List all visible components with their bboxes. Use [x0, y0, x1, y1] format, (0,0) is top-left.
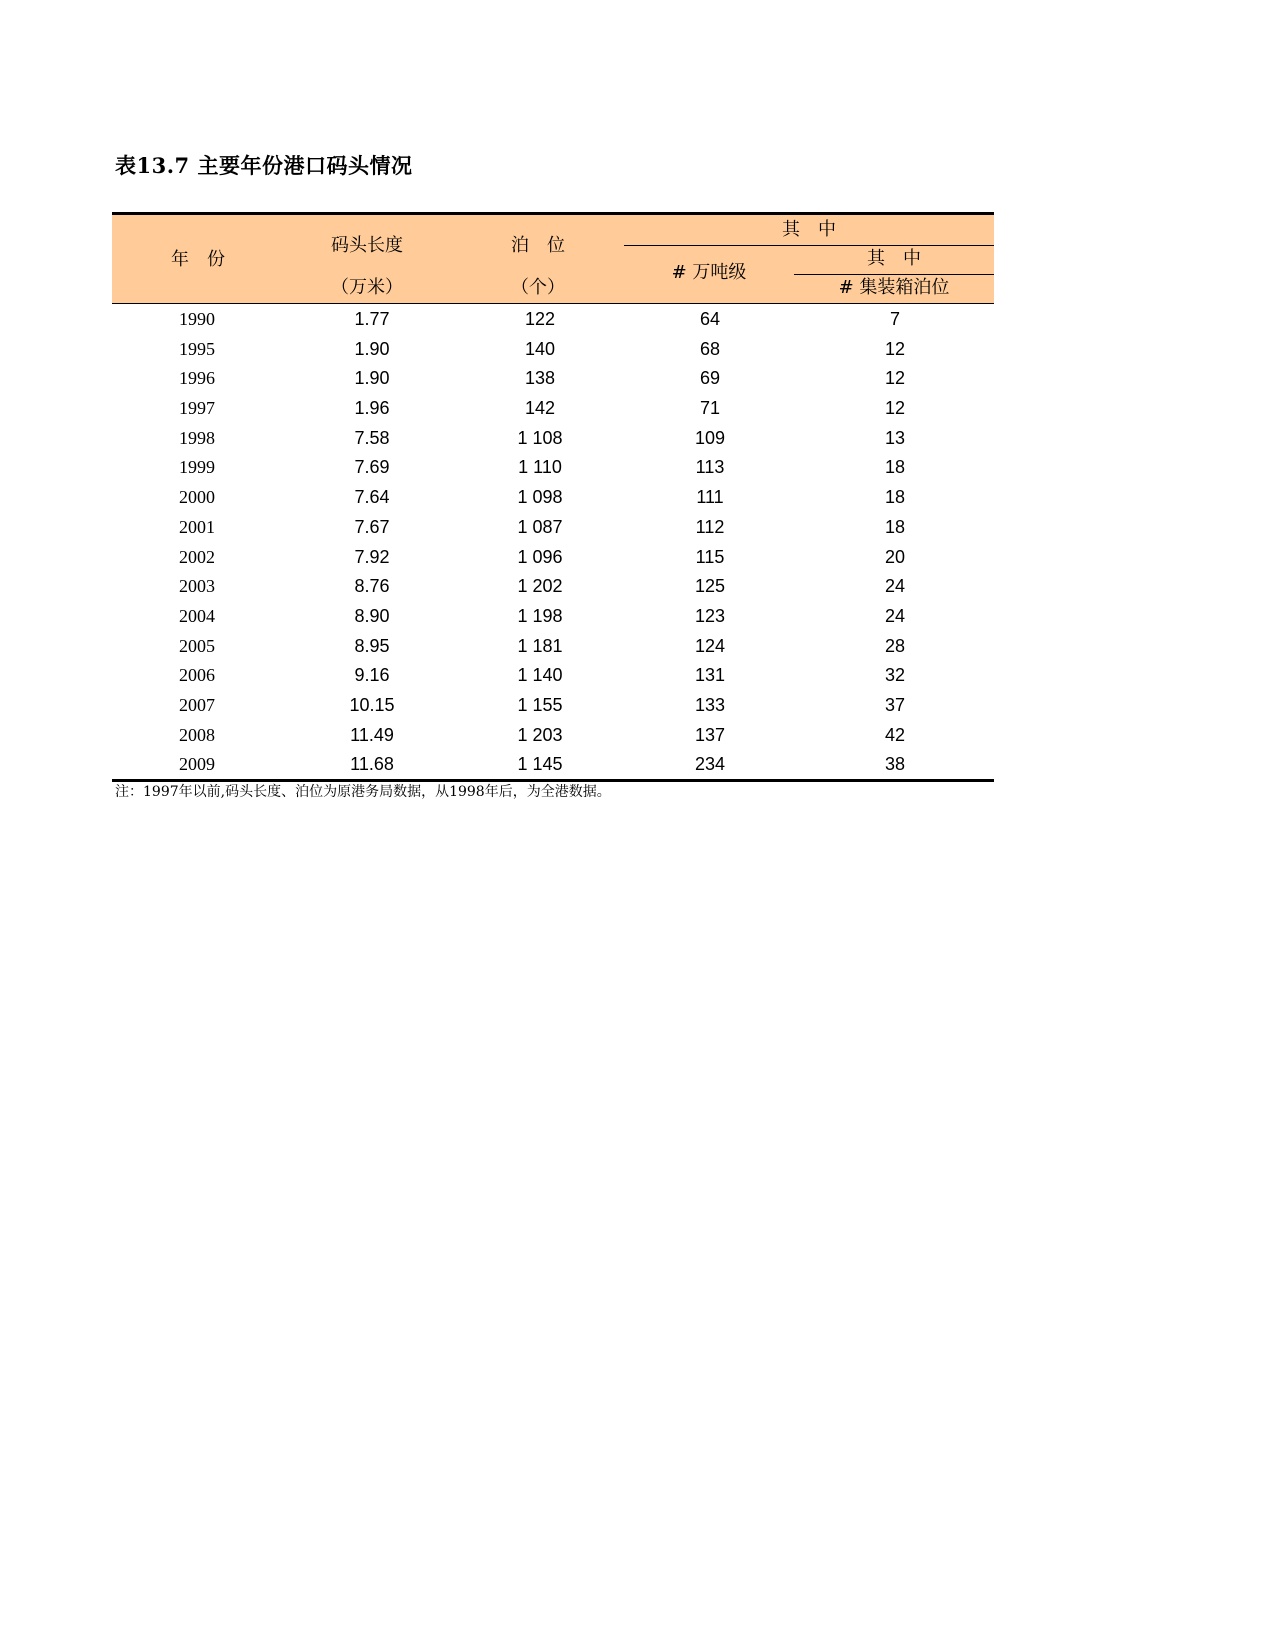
cell-berths: 1 181: [517, 635, 563, 656]
cell-berths: 1 096: [517, 546, 563, 567]
header-container: # 集装箱泊位: [838, 277, 950, 298]
cell-length: 11.49: [350, 724, 394, 745]
cell-ten-k-ton: 68: [699, 338, 721, 359]
cell-berths: 1 198: [517, 605, 563, 626]
table-row: [112, 393, 994, 423]
table-row: [112, 571, 994, 601]
cell-year: 1999: [179, 457, 215, 478]
page-title: 表13.7 主要年份港口码头情况: [115, 153, 413, 178]
cell-ten-k-ton: 112: [695, 516, 725, 537]
table-row: [112, 334, 994, 364]
cell-container: 12: [884, 368, 906, 389]
cell-year: 2002: [179, 546, 215, 567]
header-year: 年 份: [171, 249, 225, 270]
cell-container: 18: [884, 457, 906, 478]
cell-length: 1.90: [354, 338, 390, 359]
table-row: [112, 690, 994, 720]
cell-year: 2009: [179, 754, 215, 775]
table-row: [112, 423, 994, 453]
cell-container: 24: [884, 576, 906, 597]
cell-container: 28: [884, 635, 906, 656]
cell-container: 20: [884, 546, 906, 567]
cell-berths: 1 155: [517, 694, 563, 715]
cell-berths: 1 087: [517, 516, 563, 537]
cell-berths: 1 145: [517, 754, 563, 775]
cell-length: 7.69: [354, 457, 390, 478]
table-row: [112, 304, 994, 334]
data-table: [112, 212, 994, 782]
cell-container: 13: [884, 427, 906, 448]
cell-berths: 1 098: [517, 487, 563, 508]
cell-ten-k-ton: 131: [694, 665, 726, 686]
header-of-which-sub: 其 中: [867, 248, 921, 269]
header-berth: 泊 位: [511, 235, 565, 256]
cell-container: 12: [884, 398, 906, 419]
cell-container: 38: [884, 754, 906, 775]
cell-container: 18: [884, 516, 906, 537]
cell-container: 12: [884, 338, 906, 359]
table-row: [112, 512, 994, 542]
cell-ten-k-ton: 115: [695, 546, 725, 567]
cell-ten-k-ton: 123: [694, 605, 726, 626]
cell-ten-k-ton: 71: [699, 398, 721, 419]
cell-length: 7.58: [354, 427, 390, 448]
table-row: [112, 452, 994, 482]
table-row: [112, 720, 994, 750]
cell-container: 7: [889, 309, 901, 329]
cell-year: 2000: [179, 487, 215, 508]
cell-berths: 140: [524, 338, 556, 359]
table-row: [112, 749, 994, 779]
cell-ten-k-ton: 137: [694, 724, 726, 745]
table-header: [112, 212, 994, 304]
cell-berths: 142: [524, 398, 556, 419]
cell-ten-k-ton: 69: [699, 368, 721, 389]
cell-length: 9.16: [354, 665, 390, 686]
cell-length: 8.90: [354, 605, 390, 626]
cell-year: 1995: [179, 338, 215, 359]
header-length-unit: （万米）: [331, 277, 403, 298]
table-body: [112, 304, 994, 782]
table-row: [112, 542, 994, 572]
cell-length: 7.64: [354, 487, 390, 508]
cell-berths: 122: [524, 309, 556, 329]
cell-container: 18: [884, 487, 906, 508]
table-row: [112, 660, 994, 690]
cell-year: 2004: [179, 605, 215, 626]
cell-length: 11.68: [350, 754, 394, 775]
cell-container: 37: [884, 694, 906, 715]
cell-ten-k-ton: 133: [694, 694, 726, 715]
cell-year: 2006: [179, 665, 215, 686]
cell-berths: 1 108: [517, 427, 563, 448]
cell-length: 1.77: [354, 309, 390, 329]
cell-year: 1990: [179, 309, 215, 329]
cell-berths: 1 140: [517, 665, 563, 686]
cell-ten-k-ton: 234: [694, 754, 726, 775]
cell-ten-k-ton: 113: [695, 457, 725, 478]
cell-container: 24: [884, 605, 906, 626]
cell-berths: 1 203: [517, 724, 563, 745]
cell-length: 8.95: [354, 635, 390, 656]
header-of-which: 其 中: [782, 219, 836, 240]
cell-length: 8.76: [354, 576, 390, 597]
cell-length: 1.90: [354, 368, 390, 389]
header-divider-top: [624, 245, 994, 246]
cell-length: 7.67: [354, 516, 390, 537]
cell-length: 1.96: [354, 398, 390, 419]
cell-year: 2003: [179, 576, 215, 597]
cell-berths: 1 110: [518, 457, 562, 478]
cell-ten-k-ton: 109: [694, 427, 726, 448]
cell-container: 42: [884, 724, 906, 745]
cell-year: 2008: [179, 724, 215, 745]
cell-year: 2001: [179, 516, 215, 537]
cell-year: 1996: [179, 368, 215, 389]
table-row: [112, 482, 994, 512]
cell-length: 7.92: [354, 546, 390, 567]
table-row: [112, 631, 994, 661]
cell-year: 1998: [179, 427, 215, 448]
table-note: 注：1997年以前,码头长度、泊位为原港务局数据，从1998年后，为全港数据。: [115, 784, 611, 800]
header-berth-unit: （个）: [511, 277, 565, 298]
cell-ten-k-ton: 125: [694, 576, 726, 597]
cell-year: 2007: [179, 694, 215, 715]
cell-ten-k-ton: 124: [694, 635, 726, 656]
cell-year: 2005: [179, 635, 215, 656]
cell-berths: 1 202: [517, 576, 563, 597]
cell-ten-k-ton: 64: [699, 309, 721, 329]
cell-berths: 138: [524, 368, 556, 389]
cell-container: 32: [884, 665, 906, 686]
cell-year: 1997: [179, 398, 215, 419]
header-divider-sub: [794, 274, 994, 275]
table-row: [112, 601, 994, 631]
header-ten-k-ton: # 万吨级: [671, 262, 747, 283]
cell-length: 10.15: [349, 694, 395, 715]
table-row: [112, 363, 994, 393]
cell-ten-k-ton: 111: [696, 487, 724, 508]
header-length: 码头长度: [331, 235, 403, 256]
